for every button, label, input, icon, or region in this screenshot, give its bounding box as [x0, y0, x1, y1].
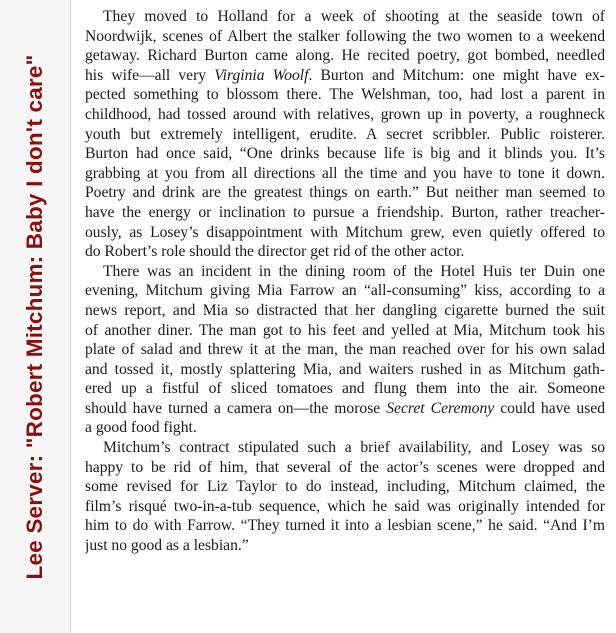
paragraph-2 — [85, 262, 605, 438]
vertical-caption-strip — [0, 0, 71, 633]
text-line: happy to be rid of him, that several of the actor’s scenes were dropped and — [85, 458, 605, 476]
text-line: pected something to blossom there. The Welshman, too, had lost a parent in — [85, 86, 605, 104]
text-line: grabbing at you from all directions all the time and you have to tone it down. — [85, 164, 605, 182]
paragraph-3 — [85, 438, 605, 556]
text-line: Poetry and drink are the greatest things on earth.” But neither man seemed to — [85, 184, 605, 202]
text-line: They moved to Holland for a week of shooting at the seaside town of — [103, 8, 605, 25]
text-line: a good food fight. — [85, 419, 197, 437]
text-line: ered up a fistful of sliced tomatoes and flung them into the air. Someone — [85, 380, 605, 398]
text-line: have the energy or inclination to pursue a friendship. Burton, rather treacher- — [85, 203, 605, 221]
body-text — [85, 7, 605, 556]
italic-title: Secret Ceremony — [386, 399, 495, 417]
text-line: some revised for Liz Taylor to do instead, including, Mitchum claimed, the — [85, 478, 605, 496]
text-line: film’s risqué two-in-a-tub sequence, which he said was originally intended for — [85, 497, 605, 515]
text-line: plate of salad and threw it at the man, the man reached over for his own salad — [85, 341, 605, 359]
paragraph-1 — [85, 7, 605, 262]
text-line: news report, and Mia so distracted that her dangling cigarette burned the suit — [85, 301, 605, 319]
text-line: evening, Mitchum giving Mia Farrow an “all-consuming” kiss, according to a — [85, 282, 605, 300]
text-line: getaway. Richard Burton came along. He recited poetry, got bombed, needled — [85, 47, 605, 65]
text-line: Mitchum’s contract stipulated such a brief availability, and Losey was so — [103, 439, 605, 457]
text-line: youth but extremely intelligent, erudite. A secret scribbler. Public roisterer. — [85, 125, 605, 143]
text-line: and tossed it, mostly splattering Mia, and waiters rushed in as Mitchum gath- — [85, 360, 605, 378]
text-line: There was an incident in the dining room of the Hotel Huis ter Duin one — [103, 262, 605, 280]
text-line: of another diner. The man got to his feet and yelled at Mia, Mitchum took his — [85, 321, 605, 339]
text-line: do Robert’s role should the director get rid of the other actor. — [85, 243, 465, 261]
text-line: Burton had once said, “One drinks because life is big and it blinds you. It’s — [85, 145, 605, 163]
text-line: his wife—all very Virginia Woolf. Burton and Mitchum: one might have ex- — [85, 66, 605, 84]
text-line: him to do with Farrow. “They turned it into a lesbian scene,” he said. “And I’m — [85, 517, 605, 535]
text-line: just no good as a lesbian.” — [85, 537, 249, 555]
vertical-caption: Lee Server: "Robert Mitchum: Baby I don't care" — [22, 54, 47, 579]
text-line: Noordwijk, scenes of Albert the stalker following the two women to a weekend — [85, 27, 605, 45]
italic-title: Virginia Woolf — [214, 66, 309, 84]
text-line: childhood, had tossed around with relatives, grown up in poverty, a roughneck — [85, 105, 605, 123]
text-line: should have turned a camera on—the morose Secret Ceremony could have used — [85, 399, 605, 417]
text-line: ously, as Losey’s disappointment with Mitchum grew, even quietly offered to — [85, 223, 605, 241]
